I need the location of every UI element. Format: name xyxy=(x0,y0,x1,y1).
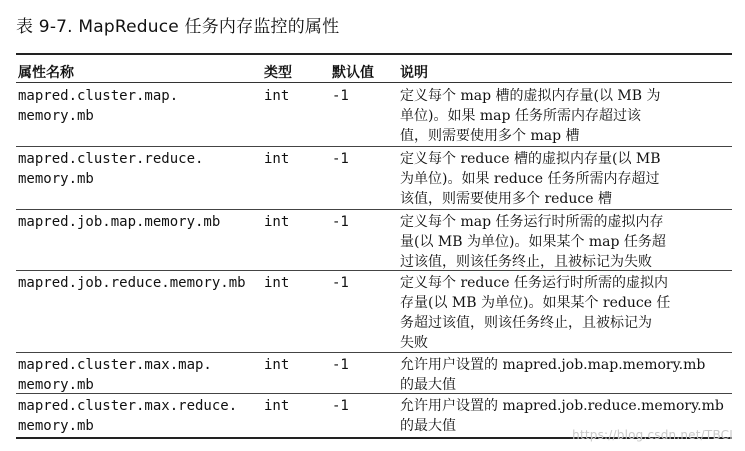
table-top-rule xyxy=(16,53,732,55)
property-name: mapred.cluster.map. memory.mb xyxy=(18,88,179,124)
row-divider xyxy=(16,209,732,210)
row-divider xyxy=(16,146,732,147)
description-line: 定义每个 map 槽的虚拟内存量(以 MB 为 xyxy=(400,88,661,104)
description-line: 过该值，则该任务终止，且被标记为失败 xyxy=(400,254,652,270)
property-description xyxy=(400,355,732,395)
table-header xyxy=(16,62,732,82)
property-description xyxy=(400,86,732,146)
header-name: 属性名称 xyxy=(18,65,74,81)
property-default: -1 xyxy=(332,398,349,414)
property-type: int xyxy=(264,275,290,291)
property-type: int xyxy=(264,398,290,414)
description-line: 定义每个 reduce 任务运行时所需的虚拟内 xyxy=(400,275,668,291)
description-line: 存量(以 MB 为单位)。如果某个 reduce 任 xyxy=(400,295,671,311)
property-default: -1 xyxy=(332,275,349,291)
description-line: 的最大值 xyxy=(400,418,456,434)
property-description xyxy=(400,212,732,272)
description-line: 该值，则需要使用多个 reduce 槽 xyxy=(400,191,612,207)
watermark: https://blog.csdn.net/TBCI xyxy=(572,428,733,442)
description-line: 单位)。如果 map 任务所需内存超过该 xyxy=(400,108,641,124)
property-name: mapred.job.map.memory.mb xyxy=(18,214,221,230)
property-default: -1 xyxy=(332,151,349,167)
property-name: mapred.cluster.max.reduce. memory.mb xyxy=(18,398,238,434)
property-name: mapred.job.reduce.memory.mb xyxy=(18,275,246,291)
property-description xyxy=(400,149,732,209)
property-default: -1 xyxy=(332,357,349,373)
header-rule xyxy=(16,82,732,83)
property-default: -1 xyxy=(332,88,349,104)
row-divider xyxy=(16,393,732,394)
property-type: int xyxy=(264,88,290,104)
header-type: 类型 xyxy=(264,65,292,81)
header-default: 默认值 xyxy=(332,65,374,81)
description-line: 量(以 MB 为单位)。如果某个 map 任务超 xyxy=(400,234,666,250)
property-name: mapred.cluster.max.map. memory.mb xyxy=(18,357,212,393)
description-line: 定义每个 reduce 槽的虚拟内存量(以 MB xyxy=(400,151,661,167)
property-description xyxy=(400,273,732,353)
description-line: 为单位)。如果 reduce 任务所需内存超过 xyxy=(400,171,660,187)
row-divider xyxy=(16,270,732,271)
description-line: 务超过该值，则该任务终止，且被标记为 xyxy=(400,315,652,331)
property-name: mapred.cluster.reduce. memory.mb xyxy=(18,151,204,187)
property-type: int xyxy=(264,357,290,373)
row-divider xyxy=(16,352,732,353)
description-line: 允许用户设置的 mapred.job.reduce.memory.mb xyxy=(400,398,724,414)
description-line: 允许用户设置的 mapred.job.map.memory.mb xyxy=(400,357,706,373)
property-default: -1 xyxy=(332,214,349,230)
description-line: 定义每个 map 任务运行时所需的虚拟内存 xyxy=(400,214,664,230)
description-line: 失败 xyxy=(400,335,428,351)
property-type: int xyxy=(264,214,290,230)
property-type: int xyxy=(264,151,290,167)
header-description: 说明 xyxy=(400,65,428,81)
description-line: 值，则需要使用多个 map 槽 xyxy=(400,128,580,144)
description-line: 的最大值 xyxy=(400,377,456,393)
table-caption: 表 9-7. MapReduce 任务内存监控的属性 xyxy=(16,17,340,37)
